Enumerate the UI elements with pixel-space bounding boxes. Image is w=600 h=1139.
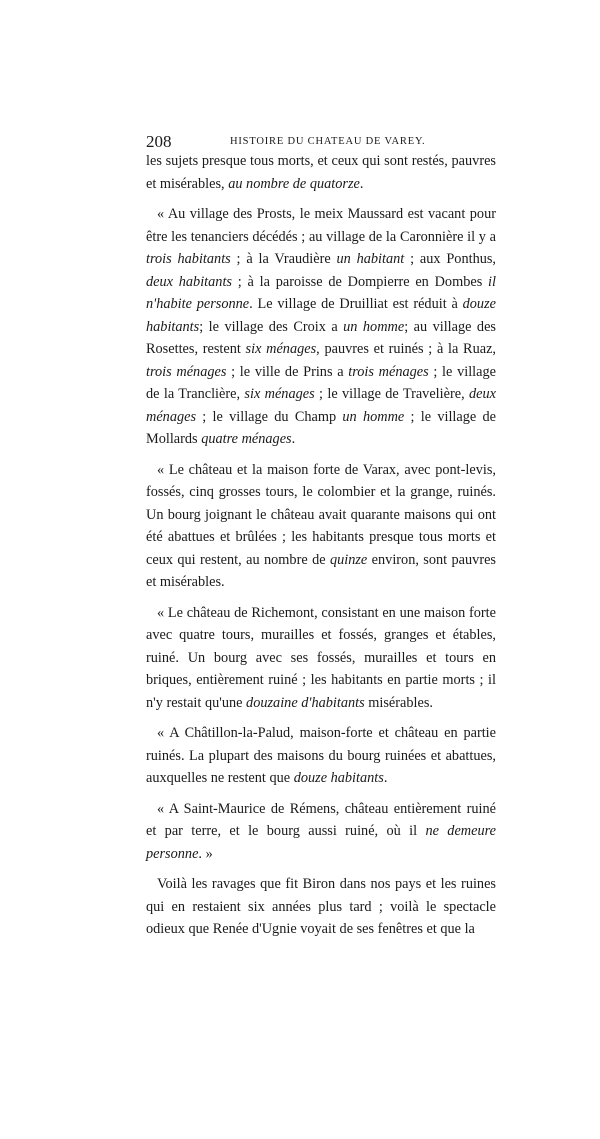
text-run: . — [291, 431, 296, 447]
italic-text: deux habitants — [146, 273, 232, 290]
text-run: ; le village de Travelière, — [314, 386, 469, 402]
text-run: ; le village du Champ — [196, 408, 343, 425]
text-run: ; le village des Croix a — [199, 318, 344, 335]
running-title: HISTOIRE DU CHATEAU DE VAREY. — [230, 136, 426, 147]
paragraph — [146, 722, 496, 790]
italic-text: douze habitants — [146, 296, 496, 335]
italic-text: trois ménages — [348, 363, 429, 380]
italic-text: il n'habite personne — [146, 273, 496, 312]
italic-text: trois ménages — [146, 363, 227, 380]
text-run: ; le ville de Prins a — [226, 363, 349, 380]
text-run: misérables. — [364, 694, 433, 711]
text-run: . Le village de Druilliat est réduit à — [249, 296, 463, 312]
italic-text: un habitant — [336, 251, 405, 267]
italic-text: un homme — [342, 408, 405, 425]
text-run: ; le village de Mollards — [146, 408, 496, 447]
italic-text: au nombre de quatorze — [228, 175, 360, 192]
text-run: « Le château et la maison forte de Varax, avec pont-levis, fossés, cinq grosses tours, le colombier et la grange, ruinés. Un bourg joignant le château avait quarante maisons qui ont été abattues et brûlées ; les habitants presque tous morts et ceux qui restent, au nombre de — [146, 461, 496, 568]
text-run: . — [359, 175, 364, 192]
text-run: . » — [198, 845, 213, 862]
italic-text: trois habitants — [146, 251, 231, 267]
text-run: les sujets presque tous morts, et ceux qui sont restés, pauvres et misérables, — [146, 153, 496, 192]
italic-text: deux ménages — [146, 386, 496, 425]
paragraph — [146, 203, 496, 451]
paragraph — [146, 798, 496, 866]
italic-text: douzaine d'habitants — [246, 694, 365, 711]
text-run: ; à la Vraudière — [230, 251, 337, 267]
italic-text: un homme — [343, 318, 405, 335]
text-run: ; au village des Rosettes, restent — [146, 318, 496, 357]
italic-text: quatre ménages — [201, 431, 292, 447]
text-run: ; à la paroisse de Dompierre en Dombes — [232, 273, 489, 290]
page-number: 208 — [146, 132, 172, 151]
text-run: ; aux Ponthus, — [404, 251, 497, 267]
paragraph — [146, 873, 496, 941]
italic-text: quinze — [329, 551, 368, 568]
italic-text: douze habitants — [293, 770, 384, 786]
text-run: « Au village des Prosts, le meix Maussard est vacant pour être les tenanciers décédés ; au village de la Caronnière il y a — [146, 206, 496, 245]
page-header — [146, 132, 491, 152]
text-run: « A Châtillon-la-Palud, maison-forte et château en partie ruinés. La plupart des maisons du bourg ruinées et abattues, auxquelles ne restent que — [146, 725, 496, 786]
italic-text: six ménages — [244, 386, 315, 402]
text-run: « A Saint-Maurice de Rémens, château entièrement ruiné et par terre, et le bourg aussi ruiné, où il — [146, 800, 496, 839]
paragraph — [146, 602, 496, 715]
italic-text: ne demeure personne — [146, 823, 496, 862]
text-run: « Le château de Richemont, consistant en une maison forte avec quatre tours, murailles et fossés, granges et étables, ruiné. Un bourg avec ses fossés, murailles et tours en briques, entièrement ruiné ; les habitants en partie morts ; il n'y restait qu'une — [146, 604, 496, 711]
text-run: , pauvres et ruinés ; à la Ruaz, — [316, 341, 496, 357]
text-run: Voilà les ravages que fit Biron dans nos pays et les ruines qui en restaient six années plus tard ; voilà le spectacle odieux que Renée d'Ugnie voyait de ses fenêtres et que la — [146, 876, 496, 937]
text-run: . — [383, 770, 388, 786]
body-text — [146, 150, 496, 949]
paragraph — [146, 459, 496, 594]
italic-text: six ménages — [245, 341, 317, 357]
text-run: ; le village de la Tranclière, — [146, 363, 496, 402]
paragraph — [146, 150, 496, 195]
text-run: environ, sont pauvres et misérables. — [146, 551, 496, 590]
